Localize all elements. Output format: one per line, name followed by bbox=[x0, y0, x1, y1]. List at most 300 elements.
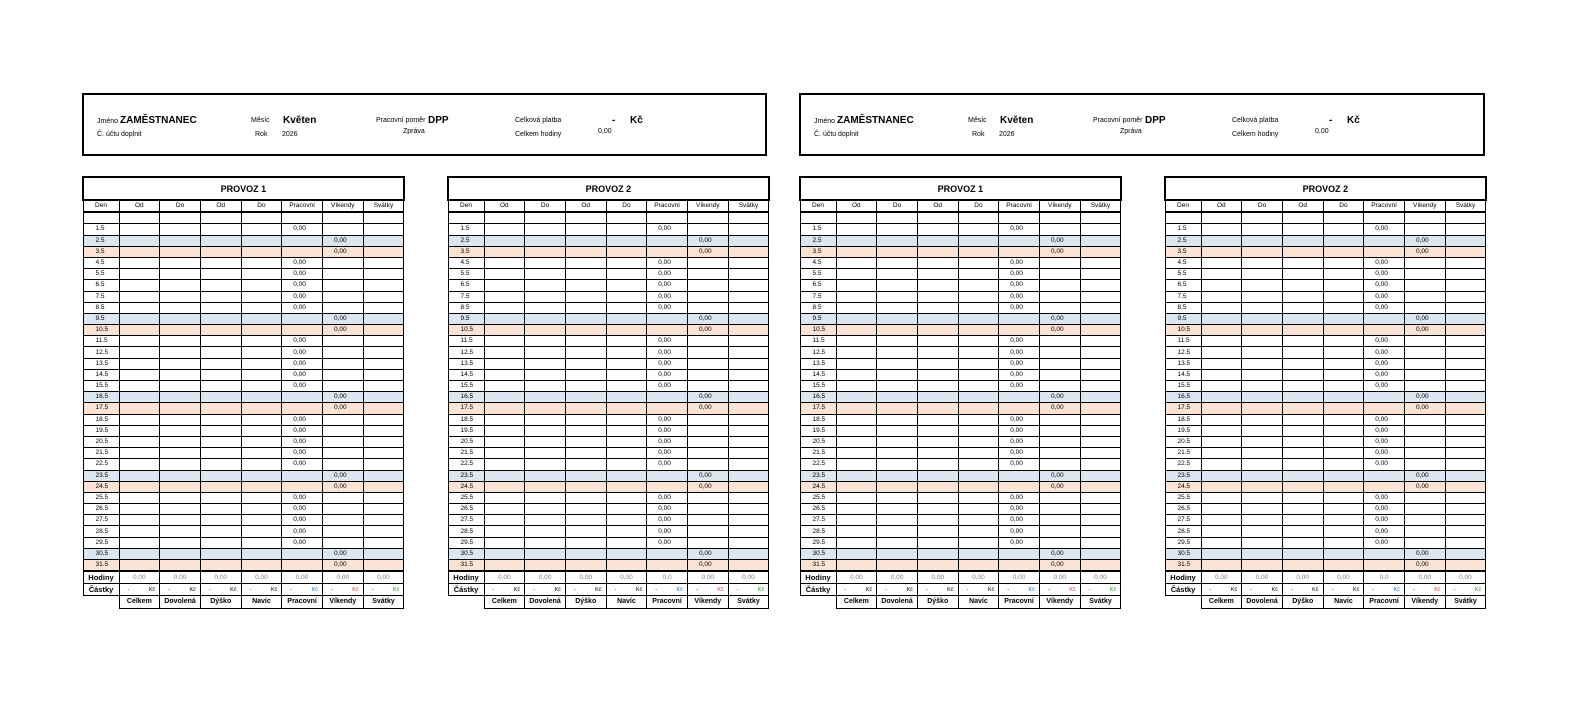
time-input-cell[interactable] bbox=[1242, 381, 1283, 392]
time-input-cell[interactable] bbox=[282, 481, 323, 492]
time-input-cell[interactable] bbox=[877, 336, 918, 347]
time-input-cell[interactable] bbox=[363, 481, 404, 492]
time-input-cell[interactable] bbox=[1282, 537, 1323, 548]
time-input-cell[interactable] bbox=[565, 280, 606, 291]
time-input-cell[interactable] bbox=[1080, 381, 1121, 392]
time-input-cell[interactable] bbox=[363, 392, 404, 403]
time-input-cell[interactable] bbox=[322, 537, 363, 548]
time-input-cell[interactable] bbox=[1445, 302, 1486, 313]
time-input-cell[interactable] bbox=[282, 313, 323, 324]
time-input-cell[interactable] bbox=[1323, 392, 1364, 403]
time-input-cell[interactable] bbox=[1039, 224, 1080, 235]
time-input-cell[interactable] bbox=[525, 358, 566, 369]
time-input-cell[interactable] bbox=[1364, 392, 1405, 403]
time-input-cell[interactable] bbox=[1242, 515, 1283, 526]
time-input-cell[interactable] bbox=[606, 392, 647, 403]
time-input-cell[interactable] bbox=[1039, 257, 1080, 268]
time-input-cell[interactable] bbox=[484, 280, 525, 291]
time-input-cell[interactable] bbox=[119, 560, 160, 572]
time-input-cell[interactable] bbox=[606, 425, 647, 436]
time-input-cell[interactable] bbox=[999, 392, 1040, 403]
time-input-cell[interactable] bbox=[200, 492, 241, 503]
time-input-cell[interactable] bbox=[1039, 358, 1080, 369]
time-input-cell[interactable] bbox=[565, 459, 606, 470]
time-input-cell[interactable] bbox=[1364, 470, 1405, 481]
time-input-cell[interactable] bbox=[687, 526, 728, 537]
time-input-cell[interactable] bbox=[119, 358, 160, 369]
time-input-cell[interactable] bbox=[363, 425, 404, 436]
time-input-cell[interactable] bbox=[999, 403, 1040, 414]
time-input-cell[interactable] bbox=[606, 459, 647, 470]
time-input-cell[interactable] bbox=[119, 414, 160, 425]
time-input-cell[interactable] bbox=[877, 459, 918, 470]
time-input-cell[interactable] bbox=[836, 392, 877, 403]
time-input-cell[interactable] bbox=[241, 436, 282, 447]
time-input-cell[interactable] bbox=[606, 336, 647, 347]
time-input-cell[interactable] bbox=[1323, 313, 1364, 324]
time-input-cell[interactable] bbox=[363, 448, 404, 459]
time-input-cell[interactable] bbox=[1445, 358, 1486, 369]
time-input-cell[interactable] bbox=[484, 313, 525, 324]
time-input-cell[interactable] bbox=[728, 257, 769, 268]
time-input-cell[interactable] bbox=[1323, 504, 1364, 515]
time-input-cell[interactable] bbox=[958, 280, 999, 291]
time-input-cell[interactable] bbox=[728, 291, 769, 302]
time-input-cell[interactable] bbox=[565, 381, 606, 392]
time-input-cell[interactable] bbox=[1080, 504, 1121, 515]
time-input-cell[interactable] bbox=[525, 313, 566, 324]
time-input-cell[interactable] bbox=[565, 235, 606, 246]
empty-cell[interactable] bbox=[836, 212, 877, 224]
time-input-cell[interactable] bbox=[877, 358, 918, 369]
time-input-cell[interactable] bbox=[958, 403, 999, 414]
time-input-cell[interactable] bbox=[687, 336, 728, 347]
time-input-cell[interactable] bbox=[241, 492, 282, 503]
time-input-cell[interactable] bbox=[836, 537, 877, 548]
time-input-cell[interactable] bbox=[1242, 257, 1283, 268]
time-input-cell[interactable] bbox=[282, 548, 323, 559]
time-input-cell[interactable] bbox=[322, 526, 363, 537]
time-input-cell[interactable] bbox=[687, 269, 728, 280]
time-input-cell[interactable] bbox=[958, 504, 999, 515]
time-input-cell[interactable] bbox=[363, 280, 404, 291]
time-input-cell[interactable] bbox=[200, 392, 241, 403]
time-input-cell[interactable] bbox=[1445, 403, 1486, 414]
time-input-cell[interactable] bbox=[484, 448, 525, 459]
time-input-cell[interactable] bbox=[877, 381, 918, 392]
month-value[interactable]: Květen bbox=[283, 115, 317, 126]
time-input-cell[interactable] bbox=[322, 492, 363, 503]
time-input-cell[interactable] bbox=[484, 235, 525, 246]
time-input-cell[interactable] bbox=[525, 515, 566, 526]
time-input-cell[interactable] bbox=[1201, 302, 1242, 313]
time-input-cell[interactable] bbox=[917, 302, 958, 313]
time-input-cell[interactable] bbox=[160, 347, 201, 358]
time-input-cell[interactable] bbox=[999, 548, 1040, 559]
time-input-cell[interactable] bbox=[1323, 336, 1364, 347]
time-input-cell[interactable] bbox=[200, 504, 241, 515]
time-input-cell[interactable] bbox=[958, 347, 999, 358]
time-input-cell[interactable] bbox=[484, 560, 525, 572]
time-input-cell[interactable] bbox=[565, 504, 606, 515]
empty-cell[interactable] bbox=[800, 212, 836, 224]
time-input-cell[interactable] bbox=[958, 302, 999, 313]
time-input-cell[interactable] bbox=[1201, 560, 1242, 572]
time-input-cell[interactable] bbox=[119, 548, 160, 559]
time-input-cell[interactable] bbox=[363, 302, 404, 313]
time-input-cell[interactable] bbox=[160, 235, 201, 246]
time-input-cell[interactable] bbox=[282, 470, 323, 481]
empty-cell[interactable] bbox=[282, 212, 323, 224]
time-input-cell[interactable] bbox=[241, 280, 282, 291]
time-input-cell[interactable] bbox=[565, 526, 606, 537]
time-input-cell[interactable] bbox=[1404, 347, 1445, 358]
time-input-cell[interactable] bbox=[687, 414, 728, 425]
time-input-cell[interactable] bbox=[836, 369, 877, 380]
time-input-cell[interactable] bbox=[363, 358, 404, 369]
time-input-cell[interactable] bbox=[1080, 470, 1121, 481]
time-input-cell[interactable] bbox=[1201, 515, 1242, 526]
time-input-cell[interactable] bbox=[565, 470, 606, 481]
time-input-cell[interactable] bbox=[1039, 537, 1080, 548]
time-input-cell[interactable] bbox=[1282, 257, 1323, 268]
time-input-cell[interactable] bbox=[1039, 347, 1080, 358]
time-input-cell[interactable] bbox=[1080, 481, 1121, 492]
time-input-cell[interactable] bbox=[363, 313, 404, 324]
time-input-cell[interactable] bbox=[363, 235, 404, 246]
time-input-cell[interactable] bbox=[1080, 325, 1121, 336]
time-input-cell[interactable] bbox=[1323, 414, 1364, 425]
time-input-cell[interactable] bbox=[1201, 336, 1242, 347]
time-input-cell[interactable] bbox=[525, 492, 566, 503]
time-input-cell[interactable] bbox=[484, 526, 525, 537]
time-input-cell[interactable] bbox=[1364, 313, 1405, 324]
time-input-cell[interactable] bbox=[241, 515, 282, 526]
time-input-cell[interactable] bbox=[119, 492, 160, 503]
time-input-cell[interactable] bbox=[958, 448, 999, 459]
time-input-cell[interactable] bbox=[484, 414, 525, 425]
time-input-cell[interactable] bbox=[1323, 481, 1364, 492]
time-input-cell[interactable] bbox=[999, 313, 1040, 324]
time-input-cell[interactable] bbox=[728, 269, 769, 280]
time-input-cell[interactable] bbox=[363, 492, 404, 503]
time-input-cell[interactable] bbox=[1445, 291, 1486, 302]
time-input-cell[interactable] bbox=[728, 459, 769, 470]
time-input-cell[interactable] bbox=[1080, 392, 1121, 403]
time-input-cell[interactable] bbox=[1282, 269, 1323, 280]
time-input-cell[interactable] bbox=[119, 459, 160, 470]
time-input-cell[interactable] bbox=[728, 548, 769, 559]
time-input-cell[interactable] bbox=[363, 537, 404, 548]
time-input-cell[interactable] bbox=[1404, 291, 1445, 302]
time-input-cell[interactable] bbox=[687, 257, 728, 268]
time-input-cell[interactable] bbox=[525, 414, 566, 425]
time-input-cell[interactable] bbox=[728, 280, 769, 291]
time-input-cell[interactable] bbox=[160, 325, 201, 336]
time-input-cell[interactable] bbox=[958, 436, 999, 447]
time-input-cell[interactable] bbox=[606, 280, 647, 291]
time-input-cell[interactable] bbox=[647, 325, 688, 336]
time-input-cell[interactable] bbox=[1201, 470, 1242, 481]
time-input-cell[interactable] bbox=[1242, 560, 1283, 572]
time-input-cell[interactable] bbox=[836, 504, 877, 515]
time-input-cell[interactable] bbox=[322, 280, 363, 291]
employment-value[interactable]: DPP bbox=[1145, 115, 1166, 126]
time-input-cell[interactable] bbox=[1404, 436, 1445, 447]
time-input-cell[interactable] bbox=[565, 369, 606, 380]
time-input-cell[interactable] bbox=[728, 246, 769, 257]
time-input-cell[interactable] bbox=[728, 224, 769, 235]
time-input-cell[interactable] bbox=[999, 325, 1040, 336]
time-input-cell[interactable] bbox=[1364, 235, 1405, 246]
time-input-cell[interactable] bbox=[728, 235, 769, 246]
time-input-cell[interactable] bbox=[958, 358, 999, 369]
time-input-cell[interactable] bbox=[160, 313, 201, 324]
time-input-cell[interactable] bbox=[241, 246, 282, 257]
time-input-cell[interactable] bbox=[606, 526, 647, 537]
time-input-cell[interactable] bbox=[958, 414, 999, 425]
time-input-cell[interactable] bbox=[1282, 246, 1323, 257]
time-input-cell[interactable] bbox=[484, 302, 525, 313]
time-input-cell[interactable] bbox=[917, 425, 958, 436]
time-input-cell[interactable] bbox=[1364, 481, 1405, 492]
time-input-cell[interactable] bbox=[958, 224, 999, 235]
time-input-cell[interactable] bbox=[525, 560, 566, 572]
time-input-cell[interactable] bbox=[836, 302, 877, 313]
empty-cell[interactable] bbox=[160, 212, 201, 224]
time-input-cell[interactable] bbox=[484, 481, 525, 492]
time-input-cell[interactable] bbox=[1080, 425, 1121, 436]
time-input-cell[interactable] bbox=[1404, 504, 1445, 515]
time-input-cell[interactable] bbox=[363, 269, 404, 280]
time-input-cell[interactable] bbox=[917, 459, 958, 470]
time-input-cell[interactable] bbox=[363, 291, 404, 302]
time-input-cell[interactable] bbox=[241, 403, 282, 414]
empty-cell[interactable] bbox=[448, 212, 484, 224]
time-input-cell[interactable] bbox=[484, 392, 525, 403]
time-input-cell[interactable] bbox=[200, 269, 241, 280]
time-input-cell[interactable] bbox=[525, 526, 566, 537]
month-value[interactable]: Květen bbox=[1000, 115, 1034, 126]
time-input-cell[interactable] bbox=[728, 436, 769, 447]
time-input-cell[interactable] bbox=[160, 459, 201, 470]
time-input-cell[interactable] bbox=[1445, 280, 1486, 291]
time-input-cell[interactable] bbox=[917, 481, 958, 492]
time-input-cell[interactable] bbox=[282, 403, 323, 414]
time-input-cell[interactable] bbox=[1445, 392, 1486, 403]
time-input-cell[interactable] bbox=[241, 414, 282, 425]
time-input-cell[interactable] bbox=[1445, 347, 1486, 358]
time-input-cell[interactable] bbox=[1039, 515, 1080, 526]
time-input-cell[interactable] bbox=[363, 246, 404, 257]
time-input-cell[interactable] bbox=[241, 425, 282, 436]
time-input-cell[interactable] bbox=[1242, 548, 1283, 559]
time-input-cell[interactable] bbox=[1080, 302, 1121, 313]
time-input-cell[interactable] bbox=[119, 481, 160, 492]
time-input-cell[interactable] bbox=[1323, 548, 1364, 559]
time-input-cell[interactable] bbox=[1323, 325, 1364, 336]
time-input-cell[interactable] bbox=[687, 302, 728, 313]
empty-cell[interactable] bbox=[119, 212, 160, 224]
time-input-cell[interactable] bbox=[565, 414, 606, 425]
time-input-cell[interactable] bbox=[484, 403, 525, 414]
time-input-cell[interactable] bbox=[1282, 403, 1323, 414]
time-input-cell[interactable] bbox=[200, 436, 241, 447]
time-input-cell[interactable] bbox=[484, 336, 525, 347]
time-input-cell[interactable] bbox=[200, 224, 241, 235]
empty-cell[interactable] bbox=[1323, 212, 1364, 224]
time-input-cell[interactable] bbox=[1201, 492, 1242, 503]
time-input-cell[interactable] bbox=[119, 269, 160, 280]
time-input-cell[interactable] bbox=[728, 392, 769, 403]
time-input-cell[interactable] bbox=[1282, 414, 1323, 425]
empty-cell[interactable] bbox=[200, 212, 241, 224]
time-input-cell[interactable] bbox=[1445, 381, 1486, 392]
time-input-cell[interactable] bbox=[877, 235, 918, 246]
time-input-cell[interactable] bbox=[1282, 470, 1323, 481]
time-input-cell[interactable] bbox=[282, 235, 323, 246]
time-input-cell[interactable] bbox=[1445, 235, 1486, 246]
time-input-cell[interactable] bbox=[1039, 291, 1080, 302]
time-input-cell[interactable] bbox=[1201, 291, 1242, 302]
time-input-cell[interactable] bbox=[1323, 291, 1364, 302]
time-input-cell[interactable] bbox=[200, 526, 241, 537]
time-input-cell[interactable] bbox=[836, 492, 877, 503]
empty-cell[interactable] bbox=[687, 212, 728, 224]
time-input-cell[interactable] bbox=[1282, 459, 1323, 470]
time-input-cell[interactable] bbox=[917, 381, 958, 392]
time-input-cell[interactable] bbox=[606, 358, 647, 369]
time-input-cell[interactable] bbox=[1404, 492, 1445, 503]
time-input-cell[interactable] bbox=[1201, 459, 1242, 470]
time-input-cell[interactable] bbox=[836, 481, 877, 492]
time-input-cell[interactable] bbox=[160, 504, 201, 515]
time-input-cell[interactable] bbox=[877, 313, 918, 324]
time-input-cell[interactable] bbox=[363, 526, 404, 537]
time-input-cell[interactable] bbox=[1242, 269, 1283, 280]
time-input-cell[interactable] bbox=[606, 381, 647, 392]
time-input-cell[interactable] bbox=[322, 291, 363, 302]
time-input-cell[interactable] bbox=[241, 291, 282, 302]
time-input-cell[interactable] bbox=[241, 392, 282, 403]
time-input-cell[interactable] bbox=[200, 257, 241, 268]
time-input-cell[interactable] bbox=[687, 224, 728, 235]
time-input-cell[interactable] bbox=[484, 269, 525, 280]
time-input-cell[interactable] bbox=[1242, 313, 1283, 324]
empty-cell[interactable] bbox=[958, 212, 999, 224]
time-input-cell[interactable] bbox=[877, 369, 918, 380]
time-input-cell[interactable] bbox=[200, 291, 241, 302]
time-input-cell[interactable] bbox=[1242, 325, 1283, 336]
time-input-cell[interactable] bbox=[728, 470, 769, 481]
time-input-cell[interactable] bbox=[687, 492, 728, 503]
time-input-cell[interactable] bbox=[958, 325, 999, 336]
time-input-cell[interactable] bbox=[1201, 325, 1242, 336]
time-input-cell[interactable] bbox=[958, 425, 999, 436]
time-input-cell[interactable] bbox=[200, 548, 241, 559]
time-input-cell[interactable] bbox=[363, 224, 404, 235]
time-input-cell[interactable] bbox=[647, 246, 688, 257]
time-input-cell[interactable] bbox=[958, 269, 999, 280]
time-input-cell[interactable] bbox=[1242, 369, 1283, 380]
time-input-cell[interactable] bbox=[877, 425, 918, 436]
account-value[interactable]: doplnit bbox=[121, 131, 142, 138]
time-input-cell[interactable] bbox=[1080, 492, 1121, 503]
time-input-cell[interactable] bbox=[282, 325, 323, 336]
time-input-cell[interactable] bbox=[1080, 291, 1121, 302]
time-input-cell[interactable] bbox=[200, 302, 241, 313]
time-input-cell[interactable] bbox=[200, 246, 241, 257]
time-input-cell[interactable] bbox=[1242, 526, 1283, 537]
time-input-cell[interactable] bbox=[565, 336, 606, 347]
time-input-cell[interactable] bbox=[877, 504, 918, 515]
time-input-cell[interactable] bbox=[917, 269, 958, 280]
time-input-cell[interactable] bbox=[958, 492, 999, 503]
time-input-cell[interactable] bbox=[877, 526, 918, 537]
time-input-cell[interactable] bbox=[1445, 481, 1486, 492]
time-input-cell[interactable] bbox=[160, 246, 201, 257]
time-input-cell[interactable] bbox=[1242, 459, 1283, 470]
time-input-cell[interactable] bbox=[1445, 224, 1486, 235]
time-input-cell[interactable] bbox=[1323, 470, 1364, 481]
time-input-cell[interactable] bbox=[241, 537, 282, 548]
time-input-cell[interactable] bbox=[1080, 537, 1121, 548]
time-input-cell[interactable] bbox=[1364, 560, 1405, 572]
time-input-cell[interactable] bbox=[917, 291, 958, 302]
time-input-cell[interactable] bbox=[1242, 481, 1283, 492]
time-input-cell[interactable] bbox=[322, 369, 363, 380]
time-input-cell[interactable] bbox=[1404, 537, 1445, 548]
time-input-cell[interactable] bbox=[322, 347, 363, 358]
time-input-cell[interactable] bbox=[484, 325, 525, 336]
time-input-cell[interactable] bbox=[1080, 515, 1121, 526]
time-input-cell[interactable] bbox=[200, 448, 241, 459]
time-input-cell[interactable] bbox=[836, 280, 877, 291]
time-input-cell[interactable] bbox=[1404, 515, 1445, 526]
time-input-cell[interactable] bbox=[119, 347, 160, 358]
time-input-cell[interactable] bbox=[200, 336, 241, 347]
time-input-cell[interactable] bbox=[606, 302, 647, 313]
time-input-cell[interactable] bbox=[958, 313, 999, 324]
time-input-cell[interactable] bbox=[241, 336, 282, 347]
time-input-cell[interactable] bbox=[1404, 448, 1445, 459]
time-input-cell[interactable] bbox=[1282, 224, 1323, 235]
time-input-cell[interactable] bbox=[1039, 381, 1080, 392]
time-input-cell[interactable] bbox=[1404, 224, 1445, 235]
time-input-cell[interactable] bbox=[877, 403, 918, 414]
time-input-cell[interactable] bbox=[1404, 414, 1445, 425]
time-input-cell[interactable] bbox=[1242, 347, 1283, 358]
time-input-cell[interactable] bbox=[119, 425, 160, 436]
time-input-cell[interactable] bbox=[200, 459, 241, 470]
time-input-cell[interactable] bbox=[200, 403, 241, 414]
time-input-cell[interactable] bbox=[606, 235, 647, 246]
time-input-cell[interactable] bbox=[1323, 459, 1364, 470]
time-input-cell[interactable] bbox=[1242, 302, 1283, 313]
time-input-cell[interactable] bbox=[1201, 369, 1242, 380]
time-input-cell[interactable] bbox=[877, 280, 918, 291]
time-input-cell[interactable] bbox=[1080, 414, 1121, 425]
time-input-cell[interactable] bbox=[484, 347, 525, 358]
time-input-cell[interactable] bbox=[1080, 280, 1121, 291]
time-input-cell[interactable] bbox=[282, 560, 323, 572]
time-input-cell[interactable] bbox=[728, 492, 769, 503]
time-input-cell[interactable] bbox=[160, 257, 201, 268]
time-input-cell[interactable] bbox=[160, 392, 201, 403]
time-input-cell[interactable] bbox=[836, 336, 877, 347]
time-input-cell[interactable] bbox=[119, 302, 160, 313]
time-input-cell[interactable] bbox=[877, 302, 918, 313]
